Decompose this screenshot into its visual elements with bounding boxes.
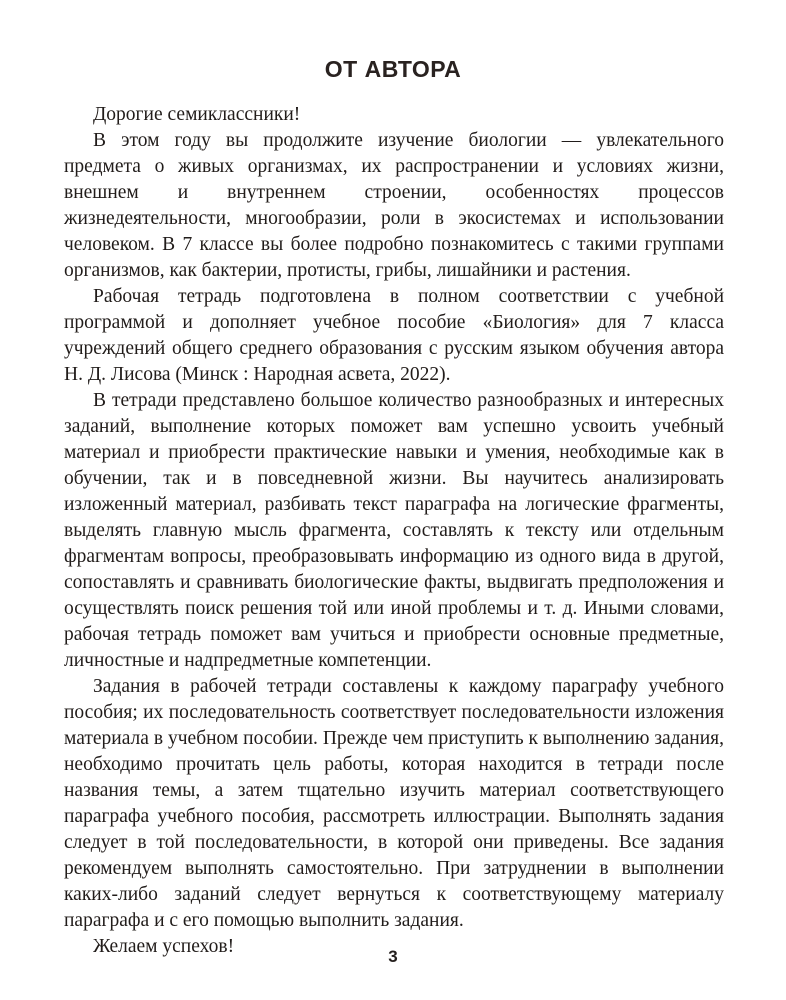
paragraph-greeting: Дорогие семиклассники! [93, 104, 301, 125]
paragraph-tasks-overview: В тетради представлено большое количество разнообразных и интересных заданий, выполнение которых поможет вам успешно усвоить учебный материал и приобрести практические навыки и умения, необходимые как в обучении, так и в повседневной жизни. Вы научитесь анализировать изложенный материал, разбивать текст параграфа на логические фрагменты, выделять главную мысль фрагмента, составлять к тексту или отдельным фрагментам вопросы, преобразовывать информацию из одного вида в другой, сопоставлять и сравнивать биологические факты, выдвигать предположения и осуществлять поиск решения той или иной проблемы и т. д. Иными словами, рабочая тетрадь поможет вам учиться и приобрести основные предметные, личностные и надпредметные компетенции. [64, 390, 724, 671]
paragraph-closing: Желаем успехов! [93, 936, 235, 957]
paragraph-instructions: Задания в рабочей тетради составлены к каждому параграфу учебного пособия; их последовательность соответствует последовательности изложения материала в учебном пособии. Прежде чем приступить к выполнению задания, необходимо прочитать цель работы, которая находится в тетради после названия темы, а затем тщательно изучить материал соответствующего параграфа учебного пособия, рассмотреть иллюстрации. Выполнять задания следует в той последовательности, в которой они приведены. Все задания рекомендуем выполнять самостоятельно. При затруднении в выполнении каких-либо заданий следует вернуться к соответствующему материалу параграфа и с его помощью выполнить задания. [64, 676, 724, 931]
body-text [64, 102, 724, 960]
paragraph-intro: В этом году вы продолжите изучение биологии — увлекательного предмета о живых организмах, их распространении и условиях жизни, внешнем и внутреннем строении, особенностях процессов жизнедеятельности, многообразии, роли в экосистемах и использовании человеком. В 7 классе вы более подробно познакомитесь с такими группами организмов, как бактерии, протисты, грибы, лишайники и растения. [64, 130, 724, 281]
page-number: 3 [388, 947, 398, 966]
paragraph-workbook-info: Рабочая тетрадь подготовлена в полном соответствии с учебной программой и дополняет учебное пособие «Биология» для 7 класса учреждений общего среднего образования с русским языком обучения автора Н. Д. Лисова (Минск : Народная асвета, 2022). [64, 286, 724, 385]
page-title: ОТ АВТОРА [324, 56, 462, 82]
